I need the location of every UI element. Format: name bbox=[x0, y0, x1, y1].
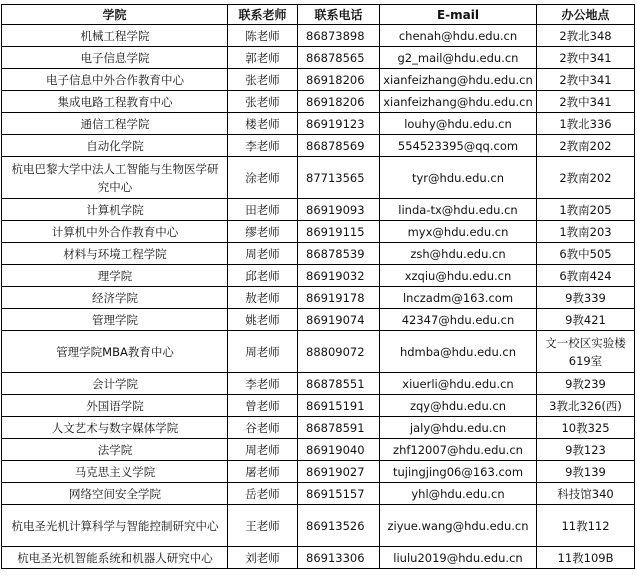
table-row bbox=[2, 417, 635, 439]
phone-cell: 86878551 bbox=[298, 373, 380, 395]
teacher-cell: 陈老师 bbox=[228, 25, 298, 47]
phone-cell: 86878569 bbox=[298, 135, 380, 157]
college-cell: 电子信息中外合作教育中心 bbox=[2, 69, 228, 91]
college-cell: 通信工程学院 bbox=[2, 113, 228, 135]
phone-cell: 86878539 bbox=[298, 243, 380, 265]
phone-cell: 86918206 bbox=[298, 91, 380, 113]
phone-cell: 86919074 bbox=[298, 309, 380, 331]
table-row bbox=[2, 25, 635, 47]
table-row bbox=[2, 373, 635, 395]
teacher-cell: 王老师 bbox=[228, 505, 298, 547]
email-cell: ziyue.wang@hdu.edu.cn bbox=[380, 505, 537, 547]
header-office: 办公地点 bbox=[537, 5, 635, 25]
college-cell: 杭电圣光机计算科学与智能控制研究中心 bbox=[2, 505, 228, 547]
office-cell: 11教109B bbox=[537, 547, 635, 569]
table-row bbox=[2, 265, 635, 287]
college-cell: 计算机中外合作教育中心 bbox=[2, 221, 228, 243]
teacher-cell: 李老师 bbox=[228, 373, 298, 395]
email-cell: chenah@hdu.edu.cn bbox=[380, 25, 537, 47]
office-cell: 10教325 bbox=[537, 417, 635, 439]
teacher-cell: 张老师 bbox=[228, 69, 298, 91]
phone-cell: 86919093 bbox=[298, 199, 380, 221]
college-cell: 马克思主义学院 bbox=[2, 461, 228, 483]
table-row bbox=[2, 505, 635, 547]
email-cell: yhl@hdu.edu.cn bbox=[380, 483, 537, 505]
college-cell: 法学院 bbox=[2, 439, 228, 461]
college-cell: 计算机学院 bbox=[2, 199, 228, 221]
office-cell: 9教123 bbox=[537, 439, 635, 461]
teacher-cell: 周老师 bbox=[228, 439, 298, 461]
office-cell: 11教112 bbox=[537, 505, 635, 547]
contact-table bbox=[1, 4, 635, 569]
college-cell: 理学院 bbox=[2, 265, 228, 287]
header-email: E-mail bbox=[380, 5, 537, 25]
teacher-cell: 岳老师 bbox=[228, 483, 298, 505]
email-cell: liulu2019@hdu.edu.cn bbox=[380, 547, 537, 569]
email-cell: linda-tx@hdu.edu.cn bbox=[380, 199, 537, 221]
teacher-cell: 敖老师 bbox=[228, 287, 298, 309]
table-row bbox=[2, 309, 635, 331]
phone-cell: 86919123 bbox=[298, 113, 380, 135]
email-cell: zsh@hdu.edu.cn bbox=[380, 243, 537, 265]
college-cell: 杭电巴黎大学中法人工智能与生物医学研究中心 bbox=[2, 157, 228, 199]
teacher-cell: 周老师 bbox=[228, 331, 298, 373]
table-row bbox=[2, 199, 635, 221]
phone-cell: 86919032 bbox=[298, 265, 380, 287]
office-cell: 2教中341 bbox=[537, 47, 635, 69]
email-cell: xzqiu@hdu.edu.cn bbox=[380, 265, 537, 287]
college-cell: 自动化学院 bbox=[2, 135, 228, 157]
contact-table-container bbox=[1, 4, 635, 569]
header-teacher: 联系老师 bbox=[228, 5, 298, 25]
header-college: 学院 bbox=[2, 5, 228, 25]
table-row bbox=[2, 91, 635, 113]
college-cell: 网络空间安全学院 bbox=[2, 483, 228, 505]
office-cell: 3教北326(西) bbox=[537, 395, 635, 417]
email-cell: 554523395@qq.com bbox=[380, 135, 537, 157]
email-cell: lnczadm@163.com bbox=[380, 287, 537, 309]
phone-cell: 86915157 bbox=[298, 483, 380, 505]
table-row bbox=[2, 47, 635, 69]
office-cell: 9教421 bbox=[537, 309, 635, 331]
phone-cell: 86873898 bbox=[298, 25, 380, 47]
college-cell: 外国语学院 bbox=[2, 395, 228, 417]
office-cell: 文一校区实验楼619室 bbox=[537, 331, 635, 373]
college-cell: 经济学院 bbox=[2, 287, 228, 309]
office-cell: 6教中505 bbox=[537, 243, 635, 265]
email-cell: g2_mail@hdu.edu.cn bbox=[380, 47, 537, 69]
office-cell: 1教北336 bbox=[537, 113, 635, 135]
teacher-cell: 李老师 bbox=[228, 135, 298, 157]
office-cell: 2教南202 bbox=[537, 157, 635, 199]
email-cell: zqy@hdu.edu.cn bbox=[380, 395, 537, 417]
email-cell: xianfeizhang@hdu.edu.cn bbox=[380, 91, 537, 113]
teacher-cell: 缪老师 bbox=[228, 221, 298, 243]
table-row bbox=[2, 547, 635, 569]
teacher-cell: 涂老师 bbox=[228, 157, 298, 199]
table-row bbox=[2, 243, 635, 265]
email-cell: myx@hdu.edu.cn bbox=[380, 221, 537, 243]
office-cell: 9教339 bbox=[537, 287, 635, 309]
office-cell: 2教中341 bbox=[537, 91, 635, 113]
table-row bbox=[2, 395, 635, 417]
phone-cell: 88809072 bbox=[298, 331, 380, 373]
college-cell: 杭电圣光机智能系统和机器人研究中心 bbox=[2, 547, 228, 569]
email-cell: louhy@hdu.edu.cn bbox=[380, 113, 537, 135]
table-row bbox=[2, 483, 635, 505]
college-cell: 管理学院MBA教育中心 bbox=[2, 331, 228, 373]
header-row bbox=[2, 5, 635, 25]
teacher-cell: 张老师 bbox=[228, 91, 298, 113]
office-cell: 2教南202 bbox=[537, 135, 635, 157]
office-cell: 2教北348 bbox=[537, 25, 635, 47]
teacher-cell: 曾老师 bbox=[228, 395, 298, 417]
teacher-cell: 屠老师 bbox=[228, 461, 298, 483]
email-cell: tujingjing06@163.com bbox=[380, 461, 537, 483]
college-cell: 集成电路工程教育中心 bbox=[2, 91, 228, 113]
email-cell: 42347@hdu.edu.cn bbox=[380, 309, 537, 331]
office-cell: 1教南203 bbox=[537, 221, 635, 243]
phone-cell: 86918206 bbox=[298, 69, 380, 91]
phone-cell: 86913306 bbox=[298, 547, 380, 569]
teacher-cell: 田老师 bbox=[228, 199, 298, 221]
college-cell: 人文艺术与数字媒体学院 bbox=[2, 417, 228, 439]
table-row bbox=[2, 157, 635, 199]
teacher-cell: 郭老师 bbox=[228, 47, 298, 69]
phone-cell: 87713565 bbox=[298, 157, 380, 199]
phone-cell: 86913526 bbox=[298, 505, 380, 547]
office-cell: 6教南424 bbox=[537, 265, 635, 287]
email-cell: xianfeizhang@hdu.edu.cn bbox=[380, 69, 537, 91]
email-cell: zhf12007@hdu.edu.cn bbox=[380, 439, 537, 461]
table-row bbox=[2, 287, 635, 309]
teacher-cell: 邱老师 bbox=[228, 265, 298, 287]
teacher-cell: 楼老师 bbox=[228, 113, 298, 135]
table-row bbox=[2, 331, 635, 373]
office-cell: 科技馆340 bbox=[537, 483, 635, 505]
office-cell: 2教中341 bbox=[537, 69, 635, 91]
phone-cell: 86878591 bbox=[298, 417, 380, 439]
phone-cell: 86919040 bbox=[298, 439, 380, 461]
email-cell: hdmba@hdu.edu.cn bbox=[380, 331, 537, 373]
college-cell: 材料与环境工程学院 bbox=[2, 243, 228, 265]
office-cell: 9教139 bbox=[537, 461, 635, 483]
office-cell: 1教南205 bbox=[537, 199, 635, 221]
college-cell: 管理学院 bbox=[2, 309, 228, 331]
college-cell: 电子信息学院 bbox=[2, 47, 228, 69]
phone-cell: 86919178 bbox=[298, 287, 380, 309]
phone-cell: 86919115 bbox=[298, 221, 380, 243]
table-body bbox=[2, 25, 635, 569]
table-row bbox=[2, 221, 635, 243]
email-cell: xiuerli@hdu.edu.cn bbox=[380, 373, 537, 395]
teacher-cell: 谷老师 bbox=[228, 417, 298, 439]
teacher-cell: 周老师 bbox=[228, 243, 298, 265]
college-cell: 会计学院 bbox=[2, 373, 228, 395]
phone-cell: 86915191 bbox=[298, 395, 380, 417]
table-row bbox=[2, 461, 635, 483]
table-row bbox=[2, 113, 635, 135]
teacher-cell: 刘老师 bbox=[228, 547, 298, 569]
phone-cell: 86878565 bbox=[298, 47, 380, 69]
header-phone: 联系电话 bbox=[298, 5, 380, 25]
email-cell: jaly@hdu.edu.cn bbox=[380, 417, 537, 439]
table-row bbox=[2, 69, 635, 91]
college-cell: 机械工程学院 bbox=[2, 25, 228, 47]
office-cell: 9教239 bbox=[537, 373, 635, 395]
phone-cell: 86919027 bbox=[298, 461, 380, 483]
email-cell: tyr@hdu.edu.cn bbox=[380, 157, 537, 199]
table-row bbox=[2, 135, 635, 157]
teacher-cell: 姚老师 bbox=[228, 309, 298, 331]
table-row bbox=[2, 439, 635, 461]
